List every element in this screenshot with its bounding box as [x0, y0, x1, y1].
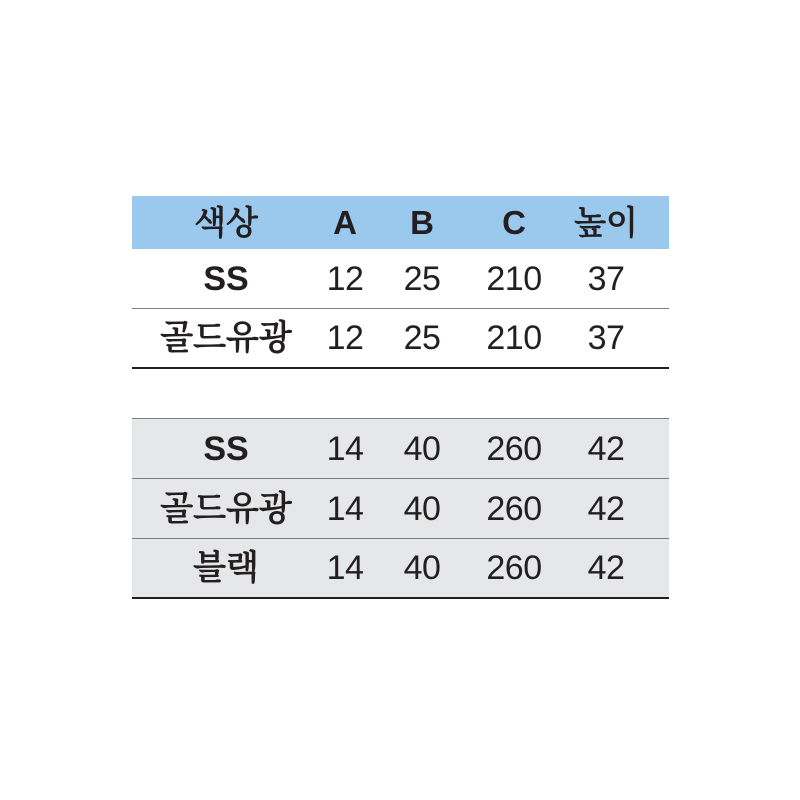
header-height: 높이: [574, 204, 638, 241]
row-color-label: 골드유광: [160, 319, 292, 357]
cell-a: 12: [326, 259, 364, 298]
table-group-2: [132, 419, 669, 599]
cell-c: 260: [486, 489, 542, 528]
cell-a: 14: [326, 429, 364, 468]
cell-height: 37: [587, 319, 625, 357]
row-color-label: 골드유광: [160, 489, 292, 528]
cell-c: 210: [486, 259, 542, 298]
cell-c: 260: [486, 549, 542, 587]
table-header-row: [132, 196, 669, 249]
table-row: [132, 479, 669, 539]
cell-height: 37: [587, 259, 625, 298]
cell-b: 25: [403, 259, 441, 298]
table-row: [132, 539, 669, 599]
spec-table: [132, 196, 669, 599]
table-row: [132, 249, 669, 309]
table-row: [132, 309, 669, 369]
table-row: [132, 419, 669, 479]
cell-a: 14: [326, 489, 364, 528]
table-group-spacer: [132, 369, 669, 419]
header-c: C: [502, 204, 526, 241]
row-color-label: 블랙: [193, 549, 259, 587]
row-color-label: SS: [203, 429, 249, 468]
header-a: A: [333, 204, 357, 241]
cell-height: 42: [587, 549, 625, 587]
cell-height: 42: [587, 489, 625, 528]
cell-b: 40: [403, 489, 441, 528]
cell-a: 14: [326, 549, 364, 587]
cell-b: 40: [403, 429, 441, 468]
header-b: B: [410, 204, 434, 241]
cell-b: 25: [403, 319, 441, 357]
cell-c: 260: [486, 429, 542, 468]
cell-c: 210: [486, 319, 542, 357]
cell-height: 42: [587, 429, 625, 468]
row-color-label: SS: [203, 259, 249, 298]
cell-b: 40: [403, 549, 441, 587]
header-color: 색상: [194, 204, 258, 241]
cell-a: 12: [326, 319, 364, 357]
table-group-1: [132, 249, 669, 369]
